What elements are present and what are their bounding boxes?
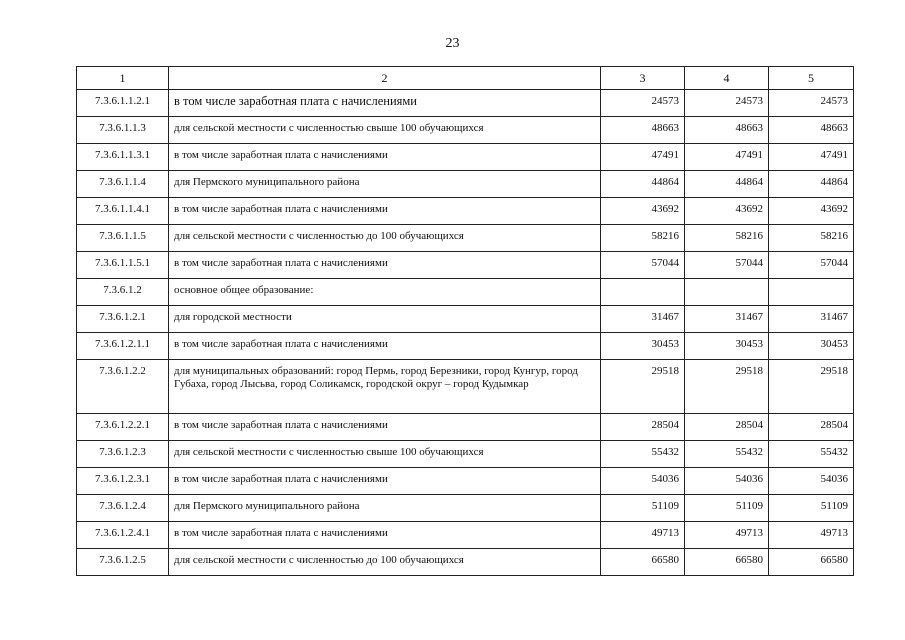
table-row [77,225,854,252]
row-description: для сельской местности с численностью свыше 100 обучающихся [169,441,601,468]
row-value-col3: 24573 [601,90,685,117]
table-header-row [77,67,854,90]
row-value-col5: 66580 [769,549,854,576]
table-row [77,171,854,198]
row-code: 7.3.6.1.2.1.1 [77,333,169,360]
row-value-col5: 30453 [769,333,854,360]
row-value-col3: 58216 [601,225,685,252]
row-description: в том числе заработная плата с начислениями [169,414,601,441]
table-row [77,522,854,549]
table-row [77,252,854,279]
row-value-col5: 28504 [769,414,854,441]
row-description: в том числе заработная плата с начислениями [169,90,601,117]
row-description: для сельской местности с численностью до 100 обучающихся [169,225,601,252]
row-value-col5: 54036 [769,468,854,495]
row-value-col5: 58216 [769,225,854,252]
row-value-col3: 48663 [601,117,685,144]
row-value-col4: 43692 [685,198,769,225]
table-row [77,468,854,495]
row-value-col3: 30453 [601,333,685,360]
column-header: 5 [769,67,854,90]
row-value-col3: 54036 [601,468,685,495]
row-code: 7.3.6.1.1.4.1 [77,198,169,225]
row-code: 7.3.6.1.1.5 [77,225,169,252]
row-description: для сельской местности с численностью свыше 100 обучающихся [169,117,601,144]
row-description: основное общее образование: [169,279,601,306]
row-description: в том числе заработная плата с начислениями [169,468,601,495]
row-value-col5: 44864 [769,171,854,198]
row-value-col4: 44864 [685,171,769,198]
row-description: в том числе заработная плата с начислениями [169,333,601,360]
row-code: 7.3.6.1.1.5.1 [77,252,169,279]
row-description: для Пермского муниципального района [169,495,601,522]
table-row [77,90,854,117]
row-description: в том числе заработная плата с начислениями [169,522,601,549]
row-value-col5: 43692 [769,198,854,225]
row-code: 7.3.6.1.2.4.1 [77,522,169,549]
row-value-col3: 55432 [601,441,685,468]
row-description: для сельской местности с численностью до 100 обучающихся [169,549,601,576]
row-value-col5: 29518 [769,360,854,414]
row-value-col4: 24573 [685,90,769,117]
row-description: в том числе заработная плата с начислениями [169,198,601,225]
row-code: 7.3.6.1.1.3 [77,117,169,144]
row-value-col3: 31467 [601,306,685,333]
row-value-col4: 48663 [685,117,769,144]
row-description: для Пермского муниципального района [169,171,601,198]
row-value-col4 [685,279,769,306]
row-value-col4: 57044 [685,252,769,279]
row-code: 7.3.6.1.1.4 [77,171,169,198]
row-value-col5: 24573 [769,90,854,117]
table-row [77,117,854,144]
row-value-col5: 57044 [769,252,854,279]
row-value-col4: 55432 [685,441,769,468]
table-row [77,441,854,468]
row-value-col5: 48663 [769,117,854,144]
row-value-col3: 29518 [601,360,685,414]
row-value-col4: 30453 [685,333,769,360]
column-header: 3 [601,67,685,90]
row-code: 7.3.6.1.2.5 [77,549,169,576]
row-value-col4: 58216 [685,225,769,252]
row-value-col3: 28504 [601,414,685,441]
row-description: в том числе заработная плата с начислениями [169,252,601,279]
row-value-col4: 54036 [685,468,769,495]
row-value-col5: 51109 [769,495,854,522]
row-value-col3: 49713 [601,522,685,549]
table-row [77,333,854,360]
table-row [77,306,854,333]
row-value-col5: 47491 [769,144,854,171]
row-code: 7.3.6.1.2 [77,279,169,306]
row-value-col4: 29518 [685,360,769,414]
row-value-col3: 57044 [601,252,685,279]
table-row [77,549,854,576]
row-value-col4: 31467 [685,306,769,333]
table-row [77,414,854,441]
row-value-col3: 44864 [601,171,685,198]
column-header: 1 [77,67,169,90]
row-value-col4: 51109 [685,495,769,522]
page-number: 23 [445,36,460,51]
row-code: 7.3.6.1.2.2 [77,360,169,414]
row-value-col4: 49713 [685,522,769,549]
row-code: 7.3.6.1.2.3.1 [77,468,169,495]
row-value-col4: 47491 [685,144,769,171]
column-header: 2 [169,67,601,90]
column-header: 4 [685,67,769,90]
row-description: в том числе заработная плата с начислениями [169,144,601,171]
row-value-col5 [769,279,854,306]
row-value-col3: 43692 [601,198,685,225]
row-value-col3: 51109 [601,495,685,522]
row-value-col5: 55432 [769,441,854,468]
row-code: 7.3.6.1.2.1 [77,306,169,333]
row-description: для городской местности [169,306,601,333]
table-row [77,279,854,306]
row-value-col4: 28504 [685,414,769,441]
table-row [77,198,854,225]
row-code: 7.3.6.1.2.3 [77,441,169,468]
row-value-col3: 47491 [601,144,685,171]
table-row [77,495,854,522]
table-row [77,360,854,414]
row-value-col4: 66580 [685,549,769,576]
row-code: 7.3.6.1.1.2.1 [77,90,169,117]
table-row [77,144,854,171]
row-code: 7.3.6.1.1.3.1 [77,144,169,171]
row-value-col5: 31467 [769,306,854,333]
row-description: для муниципальных образований: город Пермь, город Березники, город Кунгур, город Губаха, город Лысьва, город Соликамск, городской округ – город Кудымкар [169,360,601,414]
row-value-col3: 66580 [601,549,685,576]
row-code: 7.3.6.1.2.4 [77,495,169,522]
document-table [76,66,854,576]
row-value-col3 [601,279,685,306]
row-value-col5: 49713 [769,522,854,549]
row-code: 7.3.6.1.2.2.1 [77,414,169,441]
